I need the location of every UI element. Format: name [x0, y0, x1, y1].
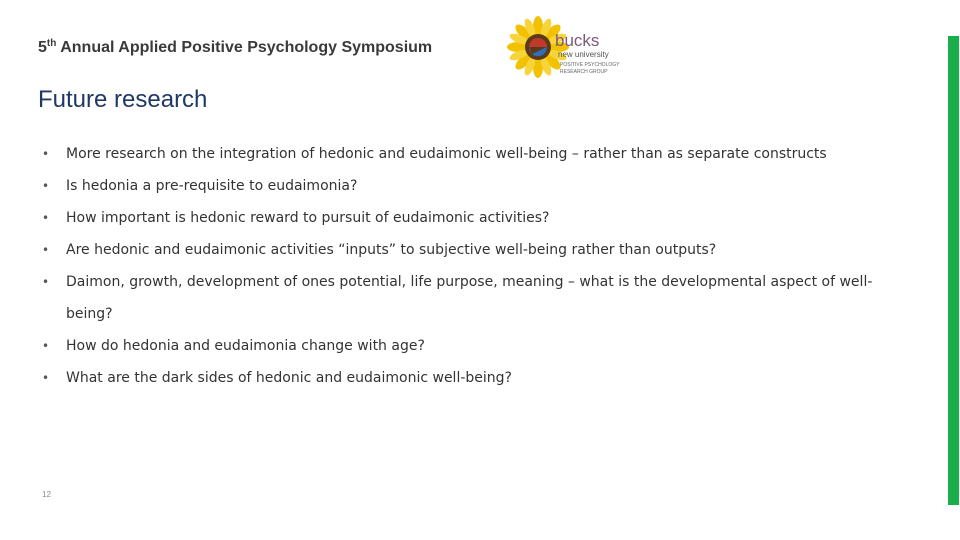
bullet-item: • Is hedonia a pre-requisite to eudaimonia? — [40, 170, 900, 202]
header-ordinal-suffix: th — [46, 38, 57, 49]
bullet-icon: • — [42, 339, 50, 353]
bullet-icon: • — [42, 275, 50, 289]
symposium-header — [38, 38, 432, 57]
bullet-item: • How do hedonia and eudaimonia change with age? — [40, 330, 900, 362]
bullet-item: • Are hedonic and eudaimonic activities “inputs” to subjective well-being rather than outputs? — [40, 234, 900, 266]
logo-name: bucks — [555, 31, 600, 50]
slide-title: Future research — [38, 86, 208, 113]
logo-line3: RESEARCH GROUP — [560, 69, 608, 75]
bullet-item: • What are the dark sides of hedonic and eudaimonic well-being? — [40, 362, 900, 394]
bullet-item: • How important is hedonic reward to pursuit of eudaimonic activities? — [40, 202, 900, 234]
bullet-icon: • — [42, 211, 50, 225]
bullet-item: • More research on the integration of hedonic and eudaimonic well-being – rather than as separate constructs — [40, 138, 900, 170]
bullet-icon: • — [42, 243, 50, 257]
logo-line1: new university — [558, 50, 609, 59]
bullet-icon: • — [42, 179, 50, 193]
header-title: Annual Applied Positive Psychology Symposium — [56, 39, 433, 56]
bullet-icon: • — [42, 147, 50, 161]
bullet-item: • Daimon, growth, development of ones potential, life purpose, meaning – what is the developmental aspect of well-being? — [40, 266, 900, 330]
slide-number: 12 — [42, 490, 51, 499]
bullet-icon: • — [42, 371, 50, 385]
header-ordinal: 5 — [38, 39, 47, 56]
bucks-logo — [502, 14, 632, 80]
bullet-list — [40, 138, 900, 394]
accent-bar — [948, 36, 959, 505]
logo-line2: POSITIVE PSYCHOLOGY — [560, 62, 620, 68]
